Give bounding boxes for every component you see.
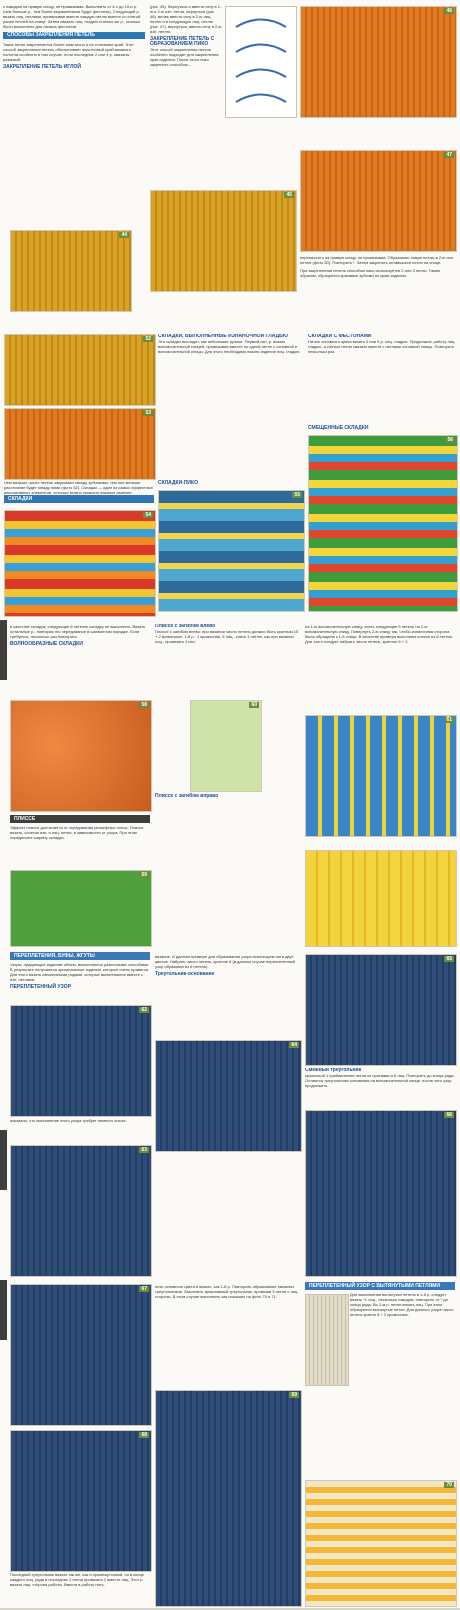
section-heading: Смежный треугольник [305, 1068, 362, 1073]
text-column [350, 1292, 455, 1382]
section-heading: Треугольник-основание [155, 971, 215, 977]
knit-photo [10, 1145, 152, 1277]
text-column [308, 334, 456, 424]
knit-photo [155, 1390, 302, 1607]
photo-number-badge: 64 [291, 1042, 297, 1048]
photo-number-badge: 69 [291, 1392, 297, 1398]
photo-number-badge: 65 [446, 956, 452, 962]
section-heading: СКЛАДКИ, ВЫПОЛНЕННЫЕ ИЗНАНОЧНОЙ ГЛАДЬЮ [158, 334, 288, 339]
text-column [158, 334, 303, 484]
page-tab [0, 1280, 7, 1340]
photo-number-badge: 61 [446, 717, 452, 723]
knit-photo [190, 700, 262, 792]
photo-number-badge: 68 [141, 1432, 147, 1438]
stitch-diagram [225, 6, 297, 118]
paragraph: При закреплении петель способом пико используется 2 или 3 петли. Таким образом, образуются красивые зубчики по краю изделия. [300, 268, 440, 278]
knit-photo [308, 435, 458, 612]
section-heading: ПЛИССЕ [10, 815, 150, 823]
photo-number-badge: 66 [446, 1112, 452, 1118]
photo-number-badge: 60 [251, 702, 257, 708]
text-column [300, 255, 455, 325]
knit-photo [305, 954, 457, 1066]
needle-diagram-icon [226, 7, 296, 117]
section-heading: ПЕРЕПЛЕТЕННЫЙ УЗОР [10, 984, 71, 990]
knit-photo [4, 408, 156, 480]
photo-number-badge: 53 [145, 410, 151, 416]
knit-photo [10, 1005, 152, 1117]
section-heading: Плиссе с загибом влево [155, 624, 216, 629]
photo-number-badge: 62 [141, 1007, 147, 1013]
page-1 [0, 0, 460, 332]
text-column [10, 1118, 150, 1138]
stitch-diagram [305, 1294, 349, 1386]
paragraph: на 1-ю вспомогательную спицу, снять следующие 5 петель на 2-ю вспомогательную спицу. Повернуть 2-ю спицу так, чтобы изнаночная сторона была обращена к 1-й спице. В качестве примера выполним плиссе из 8 петель. Для этого следует набрать число петель, кратное 8 + 2. [305, 624, 454, 644]
paragraph: Для выполнения вытянутых петель в 1-й р. следует вязать *1 лиц., несколько накидов, повторить от * до конца ряда. Во 2-м р. петли вязать лиц. При этом образуются вытянутые петли. Для данного узора число петель кратно 8 + 2 кромочные. [350, 1292, 454, 1317]
photo-number-badge: 45 [286, 192, 292, 198]
section-heading: ВОЛНООБРАЗНЫЕ СКЛАДКИ [10, 641, 83, 647]
paragraph: Такие петли закрепляются более эластично и не стягивают край. Этот способ закрепления петель обеспечивает эластичный край вязаного полотна особенно в том случае, если последние 2 или 4 р. связаны резинкой. [3, 42, 134, 62]
knit-photo [150, 190, 297, 292]
paragraph: Узоры, придающие изделию объем, выполняются различными способами. В результате получаются оригинальные изделия, которые очень нравятся. Для этого вязать изнаночными рядами, которые выполняются вместе с изн. петлями. [10, 962, 150, 982]
text-column [155, 1284, 300, 1384]
knit-photo [10, 230, 132, 312]
section-heading: ПЕРЕПЛЕТЕНИЯ, БУФЫ, ЖГУТЫ [10, 952, 150, 960]
section-heading: СМЕЩЕННЫЕ СКЛАДКИ [308, 425, 369, 431]
photo-number-badge: 55 [294, 492, 300, 498]
photo-number-badge: 56 [447, 437, 453, 443]
knit-photo [4, 510, 156, 617]
paragraph: кромочной 1 прибавлению петли из протяжки и 6 лиц. Повторить до конца ряда. Остаются треугольники основания на вспомогательной спице, после чего узор продолжить. [305, 1073, 455, 1088]
text-column [10, 1572, 150, 1606]
photo-number-badge: 58 [141, 702, 147, 708]
photo-number-badge: 70 [446, 1482, 452, 1488]
page-3 [0, 620, 460, 952]
text-column [305, 624, 455, 714]
knit-photo [10, 870, 152, 947]
section-heading: СКЛАДКИ-ПИКО [158, 480, 198, 486]
paragraph: нить основного цвета и вязать, как 1-й р. Повторить образование смежных треугольников. Закончить трикотажный треугольник, провязав 3 петли с лиц. стороны. В этом случае выполнить как показано на фото 70 и 71. [155, 1284, 299, 1299]
knit-photo [305, 1110, 457, 1277]
section-heading: СКЛАДКИ [4, 495, 154, 503]
text-column [305, 1068, 455, 1108]
paragraph: в качестве складок, следующие 6 петелек складку не выполнять. Вязать остальные р., повторяя это чередование в шахматном порядке. Если требуется, несколько раз повторить. [10, 624, 146, 639]
paragraph: переместить на правую спицу, не провязывая. Образовать новую петлю в 2-ю изн. петлю (фото 50). Повторить *. Затем закрепить оставшиеся петли на спице. [300, 255, 454, 265]
knit-photo [300, 6, 457, 118]
page-2 [0, 330, 460, 622]
page-tab [0, 620, 7, 680]
text-column [10, 825, 150, 865]
knit-photo [158, 490, 305, 612]
section-heading: СПОСОБЫ ЗАКРЕПЛЕНИЯ ПЕТЕЛЬ [3, 32, 145, 39]
section-heading: ЗАКРЕПЛЕНИЕ ПЕТЕЛЬ ИГЛОЙ [3, 64, 81, 70]
knit-photo [10, 1284, 152, 1426]
paragraph: Плиссе с загибом влево: при вязании число петель должно быть кратным 15 + 2 кромочные. 1-й р.: 1 кромочная, 5 лиц., снять 1 петлю, как при вязании лиц., провязать 4 изн. [155, 629, 299, 644]
photo-number-badge: 47 [446, 152, 452, 158]
paragraph: Чем меньше число петель закрывают между зубчиками, тем они меньше расстояние будет между ними (фото 52). Складки — один из самых эффектных декоративных элементов, которые можно украсить вязаное изделие. [4, 480, 153, 494]
photo-number-badge: 46 [446, 8, 452, 14]
knit-photo [305, 715, 457, 837]
photo-number-badge: 67 [141, 1286, 147, 1292]
knit-photo [305, 1480, 457, 1607]
photo-number-badge: 44 [121, 232, 127, 238]
paragraph: (рис. 45). Вернуться и ввести иглу в 1-ю и 2-ю изн. петли, вернуться (рис. 46), вновь ввести иглу в 2-ю лиц. петлю и в следующую лиц. петлю (рис. 47), вернуться, ввести иглу в 2-ю изн. петлю. [150, 4, 222, 34]
paragraph: Эффект плиссе достигается от чередования рельефных полос. Плиссе вязать, сочетая изн. и лиц. петли, в зависимости от узора. При этом определяют ширину складки. [10, 825, 144, 840]
paragraph: Нитью основного цвета вязать 3 или 5 р. лиц. гладью. Продолжить работу лиц. гладью, а снятые петли связать вместе с петлями основной спицы. Повторить несколько раз. [308, 339, 456, 354]
paragraph: Этот способ закрепления петель особенно подходит для закрепления края изделия. После этого пико закрепить способом... [150, 47, 219, 67]
paragraph: Эти складки выглядят, как небольшие рулики. Первый изн. р. вязать вспомогательной спицей, провязывая вместе по одной петле с основной и вспомогательной спицы. Для этого необходимо вязать изделие лиц. гладью. [158, 339, 301, 354]
photo-number-badge: 59 [141, 872, 147, 878]
knit-photo [4, 334, 156, 406]
text-column [10, 624, 150, 674]
section-heading: СКЛАДКИ С ФЕСТОНАМИ [308, 334, 372, 339]
page-5 [0, 1280, 460, 1610]
page-4 [0, 950, 460, 1282]
knit-photo [10, 700, 152, 812]
text-column [4, 480, 154, 494]
knit-photo [300, 150, 457, 252]
text-column [155, 954, 300, 1034]
section-heading: ПЕРЕПЛЕТЕННЫЙ УЗОР С ВЫТЯНУТЫМИ ПЕТЛЯМИ [305, 1282, 455, 1290]
section-heading: ЗАКРЕПЛЕНИЕ ПЕТЕЛЬ С ОБРАЗОВАНИЕМ ПИКО [150, 36, 215, 47]
photo-number-badge: 63 [141, 1147, 147, 1153]
paragraph: Последний треугольник вязать так же, как и промежуточный, но в конце каждого лиц. ряда в последних 2 петли провязать 2 вместе лиц. Этот р. вязать лиц. сторона работы. Ввести в работу нить. [10, 1572, 144, 1587]
text-column [10, 962, 150, 1002]
photo-number-badge: 52 [145, 336, 151, 342]
knit-photo [305, 850, 457, 947]
knit-photo [10, 1430, 152, 1572]
page-tab [0, 1130, 7, 1190]
section-heading: Плиссе с загибом вправо [155, 793, 219, 799]
paragraph: показано, что выполнение этого узора требует немного опыта. [10, 1118, 127, 1123]
paragraph: с накидом на правую спицу, не провязывая. Выполнить от 4-х до 10-и р. (чем больше р., тем более выраженными будут фестоны). Следующий р. вязать лиц. петлями, провязывая вместе каждую петлю вместе со снятой ранее петлей на спице. Затем связать лиц. гладью столько же р., сколько было выполнено для начала фестонов. [3, 4, 141, 29]
photo-number-badge: 54 [145, 512, 151, 518]
paragraph: вязание. В данном примере для образования узора используем нити двух цветов. Набрать число петель, кратное 6 (в данном случае переплетенный узор образован из 6 петель). [155, 954, 296, 969]
knit-photo [155, 1040, 302, 1152]
